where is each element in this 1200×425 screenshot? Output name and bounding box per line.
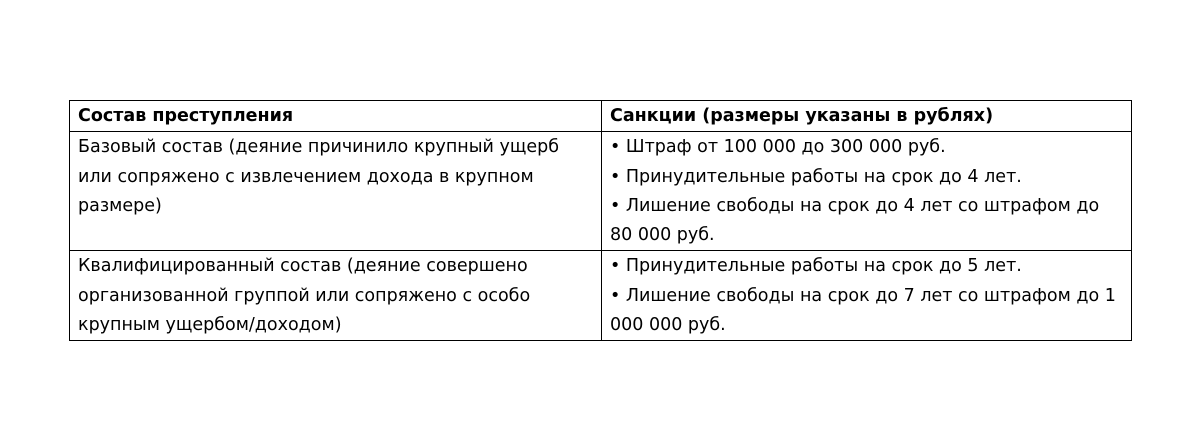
table-header-row	[70, 101, 1132, 132]
sanction-item: • Принудительные работы на срок до 5 лет.	[610, 256, 1022, 277]
table-row	[70, 251, 1132, 341]
sanction-item: • Штраф от 100 000 до 300 000 руб.	[610, 137, 946, 158]
sanctions-table	[69, 100, 1132, 341]
sanction-item: • Лишение свободы на срок до 7 лет со штрафом до 1 000 000 руб.	[610, 285, 1116, 336]
offense-text: Базовый состав (деяние причинило крупный ущерб или сопряжено с извлечением дохода в крупном размере)	[78, 137, 560, 216]
table-row	[70, 132, 1132, 251]
offense-text: Квалифицированный состав (деяние совершено организованной группой или сопряжено с особо крупным ущербом/доходом)	[78, 256, 531, 336]
sanction-item: • Лишение свободы на срок до 4 лет со штрафом до 80 000 руб.	[610, 195, 1100, 246]
header-offense: Состав преступления	[70, 101, 602, 132]
offense-cell	[70, 132, 602, 251]
sanctions-cell	[602, 251, 1132, 341]
offense-cell	[70, 251, 602, 341]
sanctions-cell	[602, 132, 1132, 251]
header-sanctions: Санкции (размеры указаны в рублях)	[602, 101, 1132, 132]
sanction-item: • Принудительные работы на срок до 4 лет.	[610, 166, 1022, 187]
